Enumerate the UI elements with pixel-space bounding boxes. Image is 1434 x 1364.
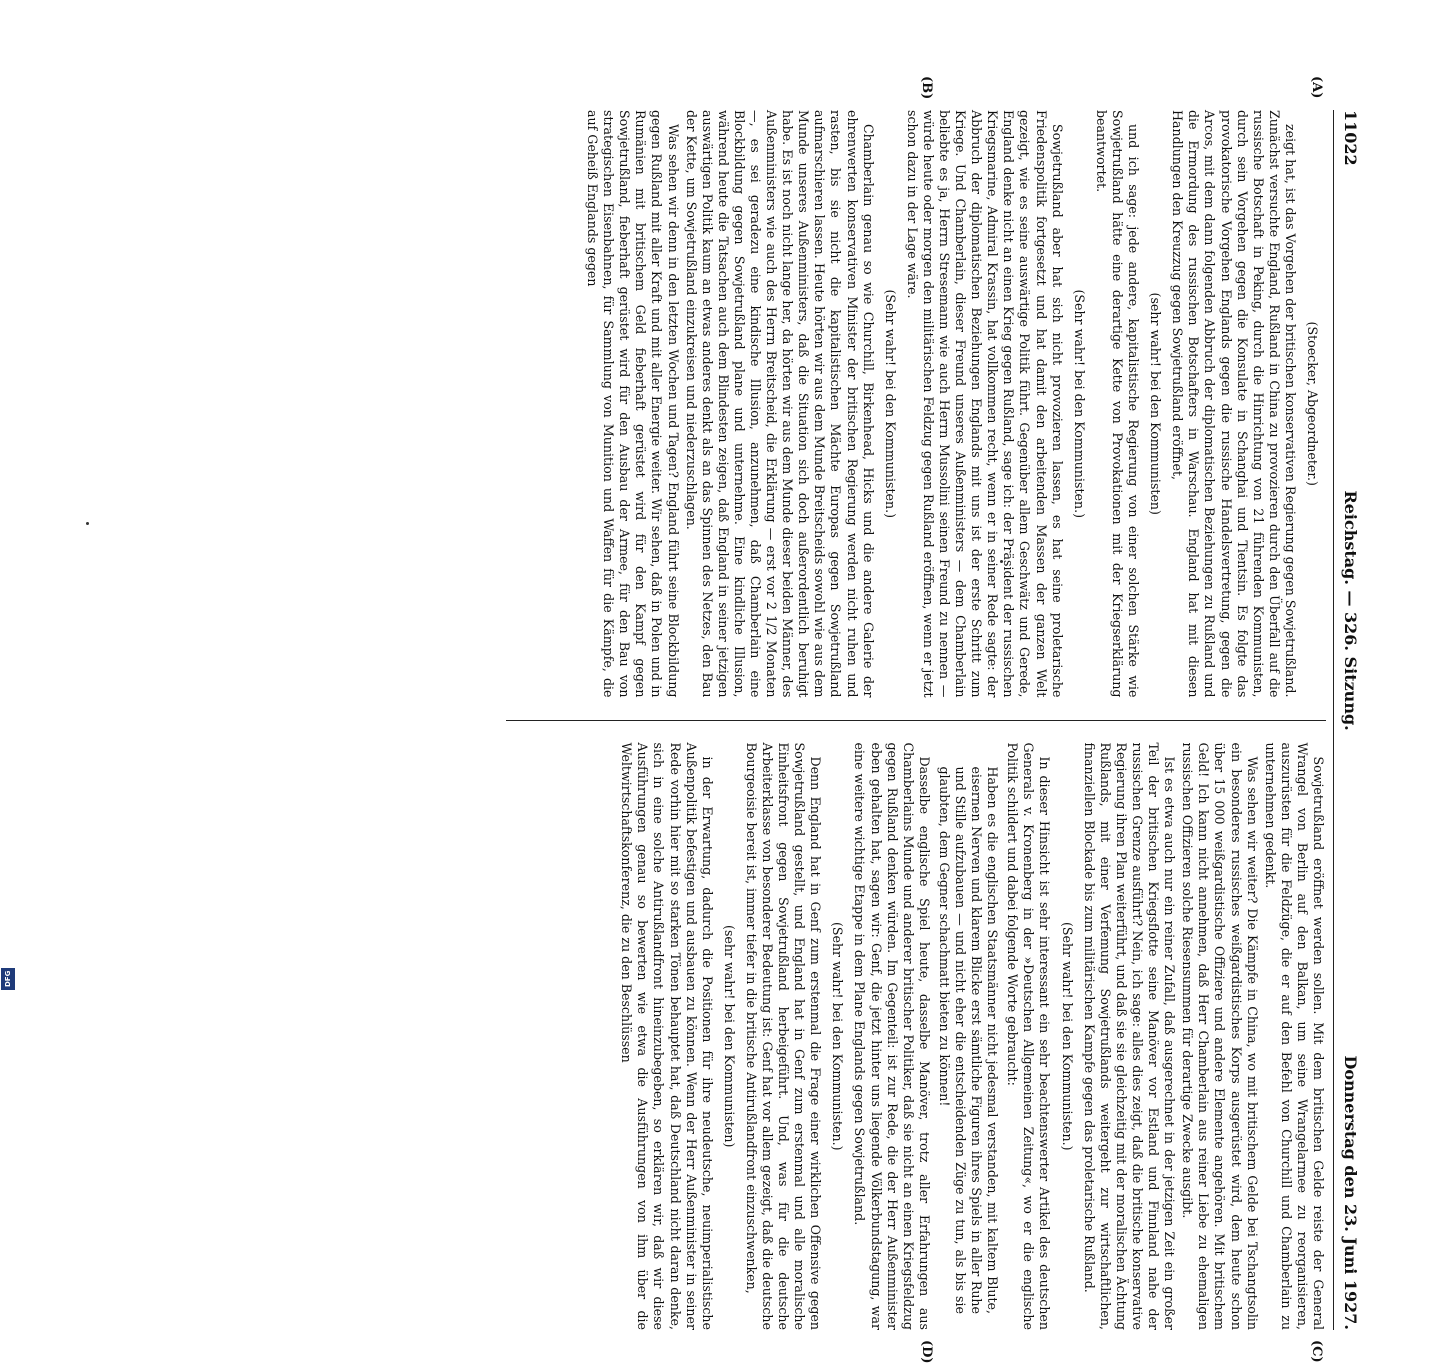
paragraph: und ich sage: jede andere, kapitalistische Regierung von einer solchen Stärke wie Sowjetrußland hätte eine derartige Kette von Provokationen mit der Kriegserklärung beantwortet. xyxy=(1093,110,1142,698)
interjection: (Sehr wahr! bei den Kommunisten.) xyxy=(1059,921,1075,1151)
paragraph: Chamberlain genau so wie Churchill, Birkenhead, Hicks und die andere Galerie der ehrenwerten konservativen Minister der britischen Regierung werden nicht ruhen und rasten, bis sie nicht die kapitalistischen Mächte Europas gegen Sowjetrußland aufmarschieren lassen. Heute hörten wir aus dem Munde Breitscheids sowohl wie aus dem Munde unseres Außenministers, daß die Situation sich doch außerordentlich beruhigt habe. Es ist noch nicht lange her, da hörten wir aus dem Munde dieser beiden Männer, des Außenministers wie auch des Herrn Breitscheid, die Erklärung — erst vor 2 1/2 Monaten —, es sei geradezu eine kindische Illusion, anzunehmen, daß Chamberlain eine Blockbildung gegen Sowjetrußland plane und unternehme. Eine kindliche Illusion, während heute die Tatsachen auch dem Blindesten zeigen, daß England in seiner jetzigen auswärtigen Politik kaum an etwas anderes denkt als an das Spinnen des Netzes, den Bau der Kette, um Sowjetrußland einzukreisen und niederzuschlagen. xyxy=(683,110,876,698)
page-number: 11022 xyxy=(1341,110,1360,166)
paragraph: Sowjetrußland eröffnet werden sollen. Mit dem britischen Gelde reiste der General Wrangel von Berlin auf den Balkan, um seine Wrangelarmee zu reorganisieren, auszurüsten für die Feldzüge, die er auf den Befehl von Churchill und Chamberlain zu unternehmen gedenkt. xyxy=(1262,742,1326,1330)
paragraph: Dasselbe englische Spiel heute, dasselbe Manöver, trotz aller Erfahrungen aus Chamberlains Munde und anderer britischer Politiker, daß sie nicht an einen Kriegsfeldzug gegen Rußland denken würden. Im Gegenteil: ist zur Rede, die der Herr Außenminister eben gehalten hat, sagen wir: Genf, die jetzt hinter uns liegende Völkerbundstagung, war eine weitere wichtige Etappe in dem Plane Englands gegen Sowjetrußland. xyxy=(852,742,932,1330)
paragraph: In dieser Hinsicht ist sehr interessant ein sehr beachtenswerter Artikel des deutschen Generals v. Kronenberg in der »Deutschen Allgemeinen Zeitung«, wo er die englische Politik schildert und dabei folgende Worte gebraucht: xyxy=(1005,742,1053,1330)
session-title: Reichstag. — 326. Sitzung. xyxy=(1341,490,1360,731)
paragraph: in der Erwartung, dadurch die Positionen für ihre neudeutsche, neuimperialistische Außenpolitik befestigen und ausbauen zu können. Wenn der Herr Außenminister in seiner Rede vorhin hier mit so starken Tönen behauptet hat, daß Deutschland nicht daran denke, sich in eine solche Antirußlandfront hineinzubegeben, so erklären wir, daß wir diese Ausführungen genau so bewerten wie etwa die Ausführungen von ihm über die Weltwirtschaftskonferenz, die zu den Beschlüssen xyxy=(619,742,715,1330)
quotation: Haben es die englischen Staatsmänner nicht jedesmal verstanden, mit kaltem Blute, eisernen Nerven und klarem Blicke erst sämtliche Figuren ihres Spiels in aller Ruhe und Stille aufzubauen — und nicht eher die entscheidenden Züge zu tun, als bis sie glaubten, dem Gegner schachmatt bieten zu können! xyxy=(936,766,1001,1314)
paragraph: zeigt hat, ist das Vorgehen der britischen konservativen Regierung gegen Sowjetrußland. Zunächst versuchte England, Rußland in China zu provozieren durch den Überfall auf die russische Botschaft in Peking, durch die Hinrichtung von 21 führenden Kommunisten, durch sein Vorgehen gegen die Konsulate in Schanghai und Tientsin. Es folgte das provokatorische Vorgehen Englands gegen die russische Handelsvertretung, gegen die Arcos, mit dem dann folgenden Abbruch der diplomatischen Beziehungen zu Rußland und die Ermordung des russischen Botschafters in Warschau. England hat mit diesen Handlungen den Kreuzzug gegen Sowjetrußland eröffnet, xyxy=(1170,110,1298,698)
paragraph: Ist es etwa auch nur ein reiner Zufall, daß ausgerechnet in der jetzigen Zeit ein großer Teil der britischen Kriegsflotte seine Manöver vor Estland und Finnland nahe der russischen Grenze ausführt? Nein, ich sage: alles dies zeigt, daß die britische konservative Regierung ihren Plan weiterführt, und daß sie sie gleichzeitig mit der moralischen Ächtung Rußlands, mit einer Verfemung Sowjetrußlands weitergeht zur wirtschaftlichen, finanziellen Blockade bis zum militärischen Kampfe gegen das proletarische Rußland. xyxy=(1081,742,1178,1330)
column-divider xyxy=(506,720,1326,721)
funding-note xyxy=(0,600,14,1000)
document-page xyxy=(140,76,1360,1364)
paragraph: Sowjetrußland aber hat sich nicht provozieren lassen, es hat seine proletarische Friedenspolitik fortgesetzt und hat damit den arbeitenden Massen der ganzen Welt gezeigt, wie es seine auswärtige Politik führt. Gegenüber allem Geschwätz und Gerede, England denke nicht an einen Krieg gegen Rußland, sage ich: der Präsident der russischen Kriegsmarine, Admiral Krassin, hat vollkommen recht, wenn er in seiner Rede sagte: der Abbruch der diplomatischen Beziehungen Englands mit uns ist der erste Schritt zum Kriege. Und Chamberlain, dieser Freund unseres Außenministers — dem Chamberlain beliebte es ja, Herrn Stresemann wie auch Herrn Mussolini seinen Freund zu nennen — würde heute oder morgen den militärischen Feldzug gegen Rußland eröffnen, wenn er jetzt schon dazu in der Lage wäre. xyxy=(904,110,1065,698)
scan-speck xyxy=(86,522,89,525)
right-column xyxy=(506,743,1326,1331)
margin-marker-c: (C) xyxy=(1309,1340,1324,1363)
interjection: (Sehr wahr! bei den Kommunisten.) xyxy=(882,289,898,519)
paragraph: Denn England hat in Genf zum erstenmal die Frage einer wirklichen Offensive gegen Sowjetrußland gestellt, und England hat in Genf zum erstenmal und alle moralische Einheitsfront gegen Sowjetrußland herbeigeführt. Und, was für die deutsche Arbeiterklasse von besonderer Bedeutung ist: Genf hat vor allem gezeigt, daß die deutsche Bourgeoisie bereit ist, immer tiefer in die britische Antirußlandfront einzuschwenken, xyxy=(743,742,824,1330)
interjection: (sehr wahr! bei den Kommunisten) xyxy=(1148,292,1164,515)
margin-marker-d: (D) xyxy=(919,1340,934,1364)
margin-marker-a: (A) xyxy=(1309,76,1324,99)
text-columns xyxy=(506,110,1326,1330)
speaker-line: (Stoecker, Abgeordneter.) xyxy=(1305,321,1320,486)
session-date: Donnerstag den 23. Juni 1927. xyxy=(1341,1055,1360,1330)
page-header xyxy=(1333,110,1360,1330)
paragraph: Was sehen wir denn in den letzten Wochen und Tagen? England führt seine Blockbildung gegen Rußland mit aller Kraft und mit aller Energie weiter. Wir sehen, daß in Polen und in Rumänien mit britischem Geld fieberhaft gerüstet wird für den Kampf gegen Sowjetrußland, fieberhaft gerüstet wird für den Ausbau der Armee, für den Bau von strategischen Eisenbahnen, für Sammlung von Munition und Waffen für die Kämpfe, die auf Geheiß Englands gegen xyxy=(585,110,681,698)
dfg-logo: DFG xyxy=(1,968,15,990)
interjection: (Sehr wahr! bei den Kommunisten.) xyxy=(1071,289,1087,519)
interjection: (Sehr wahr! bei den Kommunisten.) xyxy=(830,921,846,1151)
left-column xyxy=(506,110,1326,698)
margin-marker-b: (B) xyxy=(919,76,934,100)
paragraph: Was sehen wir weiter? Die Kämpfe in China, wo mit britischem Gelde bei Tschangtsolin ein besonderes russisches weißgardistisches Korps ausgerüstet wird, dem heute schon über 15 000 weißgardistische Offiziere und andere Elemente angehören. Mit britischem Geld! Ich kann nicht annehmen, daß Herr Chamberlain aus reiner Liebe zu ehemaligen russischen Offizieren solche Riesensummen für derartige Zwecke ausgibt. xyxy=(1180,742,1260,1330)
interjection: (sehr wahr! bei den Kommunisten) xyxy=(721,925,737,1148)
